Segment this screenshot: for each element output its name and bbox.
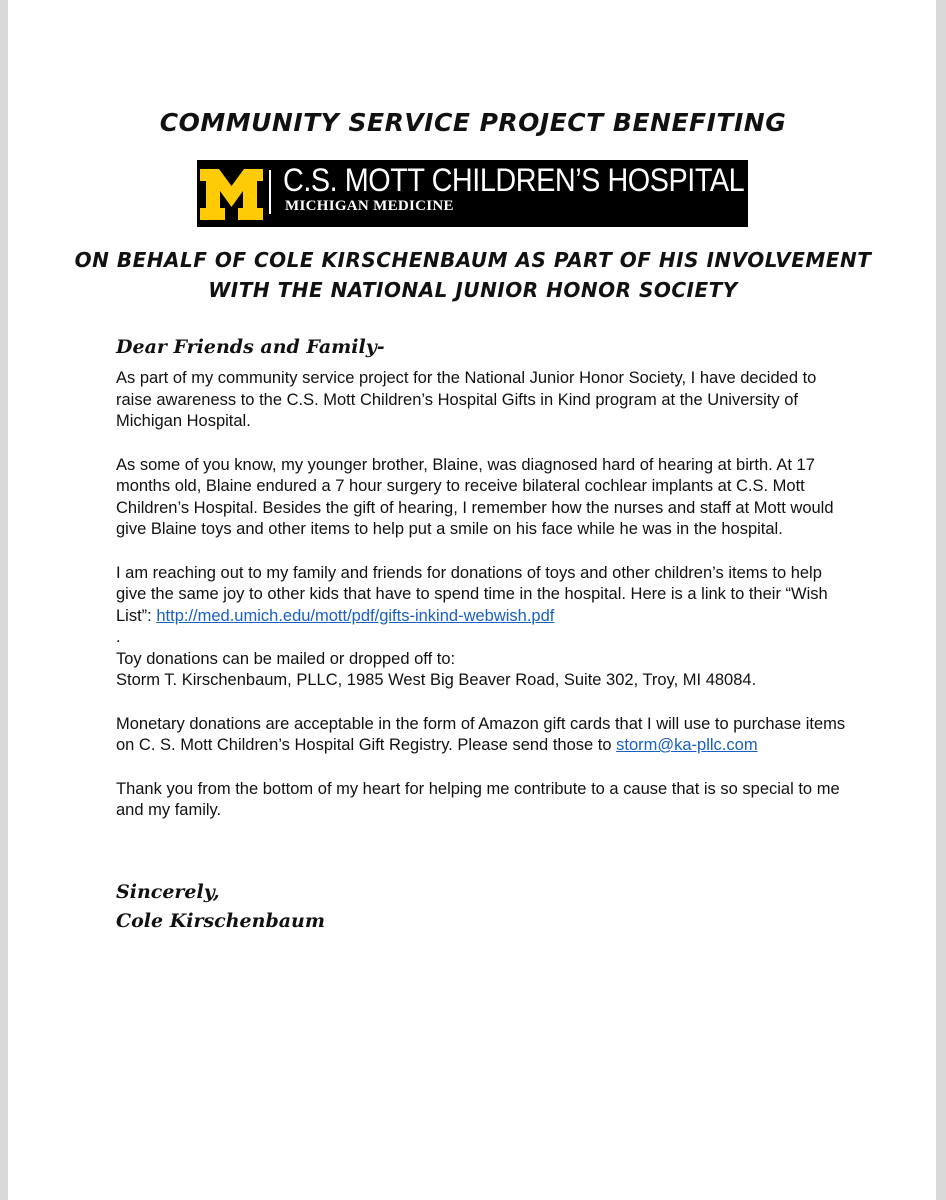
page-subtitle <box>0 245 946 305</box>
wishlist-link[interactable]: http://med.umich.edu/mott/pdf/gifts-inkind-webwish.pdf <box>156 606 555 625</box>
paragraph-6: Thank you from the bottom of my heart for helping me contribute to a cause that is so special to me and my family. <box>116 779 840 819</box>
page-edge-left <box>0 0 8 1200</box>
paragraph-3-end: . <box>116 628 121 646</box>
email-link[interactable]: storm@ka-pllc.com <box>616 736 758 754</box>
paragraph-1: As part of my community service project for the National Junior Honor Society, I have decided to raise awareness to the C.S. Mott Children’s Hospital Gifts in Kind program at the University of Michigan Hospital. <box>116 369 817 430</box>
logo-subtitle: MICHIGAN MEDICINE <box>285 198 454 214</box>
paragraph-5-text: Monetary donations are acceptable in the form of Amazon gift cards that I will use to purchase items on C. S. Mott Children’s Hospital Gift Registry. Please send those to <box>116 714 846 754</box>
block-m-icon <box>200 169 263 220</box>
mail-instructions: Toy donations can be mailed or dropped off to: <box>116 649 456 668</box>
mailing-address: Storm T. Kirschenbaum, PLLC, 1985 West Big Beaver Road, Suite 302, Troy, MI 48084. <box>116 671 757 689</box>
logo-divider <box>269 170 271 214</box>
paragraph-4 <box>116 649 846 692</box>
salutation: Dear Friends and Family- <box>116 336 385 358</box>
subtitle-line-2: WITH THE NATIONAL JUNIOR HONOR SOCIETY <box>208 278 738 302</box>
signature: Cole Kirschenbaum <box>116 910 325 932</box>
closing-block <box>116 878 325 936</box>
paragraph-3 <box>116 563 846 628</box>
page-edge-right <box>936 0 946 1200</box>
subtitle-line-1: ON BEHALF OF COLE KIRSCHENBAUM AS PART OF HIS INVOLVEMENT <box>74 248 872 272</box>
closing: Sincerely, <box>116 881 220 903</box>
paragraph-2: As some of you know, my younger brother, Blaine, was diagnosed hard of hearing at birth. At 17 months old, Blaine endured a 7 hour surgery to receive bilateral cochlear implants at C.S. Mott Children’s Hospital. Besides the gift of hearing, I remember how the nurses and staff at Mott would give Blaine toys and other items to help put a smile on his face while he was in the hospital. <box>116 455 834 538</box>
page-title: COMMUNITY SERVICE PROJECT BENEFITING <box>159 108 787 137</box>
letter-body <box>116 368 846 844</box>
paragraph-3-text: I am reaching out to my family and friends for donations of toys and other children’s items to help give the same joy to other kids that have to spend time in the hospital. Here is a link to their “Wish List”: <box>116 563 828 625</box>
paragraph-5 <box>116 714 846 757</box>
logo-hospital-name: C.S. MOTT CHILDREN’S HOSPITAL <box>283 162 745 198</box>
hospital-logo <box>197 160 748 227</box>
